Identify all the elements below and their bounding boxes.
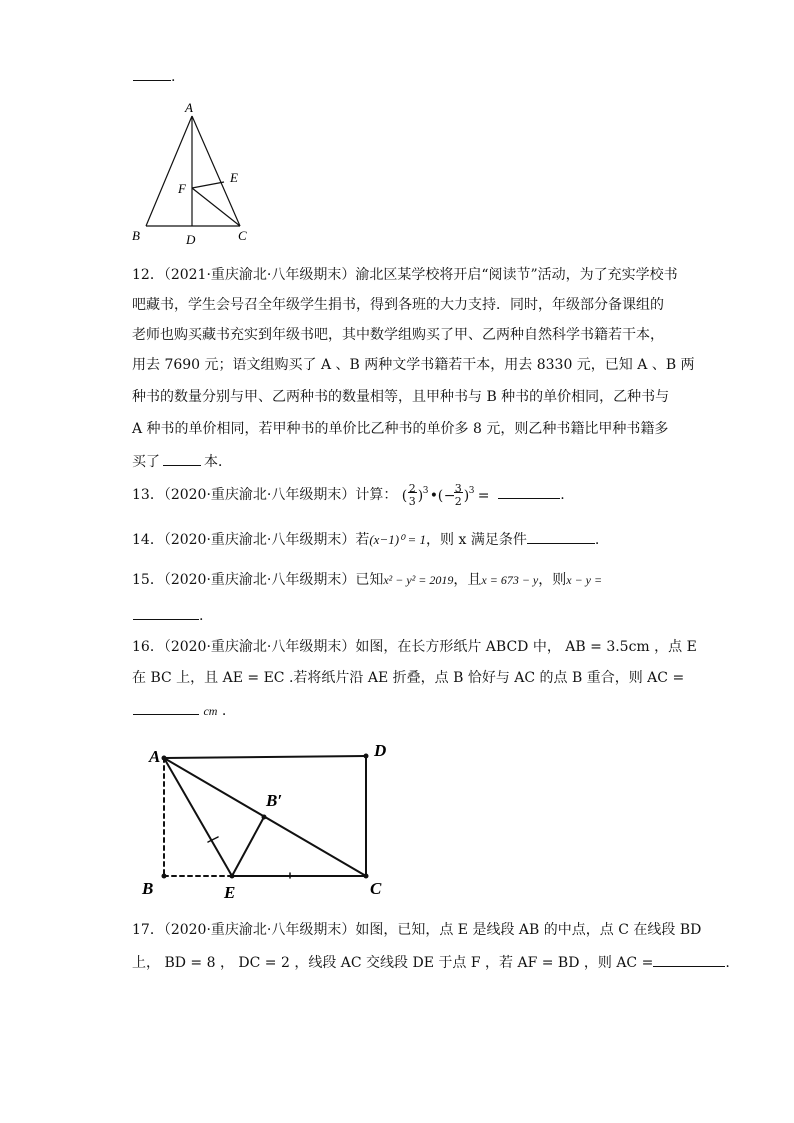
- q12-line-1: 12．（2021·重庆渝北·八年级期末）渝北区某学校将开启“阅读节”活动，为了充实学校书: [132, 267, 678, 283]
- q14-prefix: 14．（2020·重庆渝北·八年级期末）若: [132, 532, 370, 548]
- q13-frac2-den: 2: [454, 495, 462, 508]
- q12-line-5: 种书的数量分别与甲、乙两种书的数量相等，且甲种书与 B 种书的单价相同，乙种书与: [132, 389, 670, 405]
- label-b: B: [142, 879, 154, 898]
- q15-middle-1: ，且: [453, 572, 482, 588]
- question-15: [132, 570, 672, 590]
- segment-ae: [164, 758, 232, 876]
- q15-expression-1: x² − y² = 2019: [383, 573, 454, 587]
- q16-answer-blank: [133, 700, 199, 715]
- q12-answer-blank: [163, 451, 201, 466]
- q16-suffix: .: [221, 703, 227, 719]
- q15-middle-2: ，则: [538, 572, 567, 588]
- q12-line-4: 用去 7690 元；语文组购买了 A 、B 两种文学书籍若干本，用去 8330 元，已知 A 、B 两: [132, 357, 695, 373]
- q16-line-2: 在 BC 上，且 AE = EC .若将纸片沿 AE 折叠，点 B 恰好与 AC 的点 B 重合，则 AC =: [132, 670, 685, 686]
- label-a: A: [185, 100, 193, 115]
- question-13: [132, 484, 672, 514]
- q17-answer-blank: [653, 952, 725, 967]
- q16-line-1: 16．（2020·重庆渝北·八年级期末）如图，在长方形纸片 ABCD 中， AB = 3.5cm ，点 E: [132, 639, 697, 655]
- figure-triangle: [128, 100, 268, 250]
- q14-middle: ，则 x 满足条件: [426, 532, 527, 548]
- q17-line-1: 17．（2020·重庆渝北·八年级期末）如图，已知，点 E 是线段 AB 的中点，点 C 在线段 BD: [132, 922, 702, 938]
- q15-answer-line: [133, 605, 203, 626]
- label-b-prime: B′: [266, 791, 283, 810]
- label-f: F: [178, 181, 186, 196]
- q16-unit: cm: [203, 704, 218, 718]
- label-c: C: [238, 228, 247, 243]
- q17-line-2: [132, 952, 730, 973]
- label-e: E: [230, 170, 238, 185]
- q13-suffix: .: [560, 487, 565, 503]
- q17-suffix: .: [725, 955, 730, 971]
- q14-answer-blank: [527, 529, 595, 544]
- question-14: [132, 529, 672, 550]
- label-d: D: [374, 741, 387, 760]
- q16-answer-line: [133, 700, 226, 721]
- q13-frac1-num: 2: [408, 482, 416, 495]
- q15-prefix: 15．（2020·重庆渝北·八年级期末）已知: [132, 572, 384, 588]
- q13-expression: ( 2 3 ) 3 • ( − 3 2 ) 3 =: [402, 484, 530, 504]
- q17-line-2-prefix: 上， BD = 8 ， DC = 2 ，线段 AC 交线段 DE 于点 F ，若 AF = BD ，则 AC =: [132, 955, 654, 971]
- q14-expression: (x−1)⁰ = 1: [369, 532, 427, 547]
- q12-line-3: 老师也购买藏书充实到年级书吧，其中数学组购买了甲、乙两种自然科学书籍若干本，: [132, 327, 664, 343]
- figure-rectangle-fold: [138, 736, 408, 908]
- label-c: C: [370, 879, 382, 898]
- q12-line-2: 吧藏书，学生会号召全年级学生捐书，得到各班的大力支持．同时，年级部分备课组的: [132, 297, 664, 313]
- segment-fe: [192, 182, 224, 188]
- label-d: D: [186, 232, 196, 247]
- q15-expression-2: x = 673 − y: [481, 573, 539, 587]
- segment-ab: [146, 116, 192, 226]
- q14-suffix: .: [594, 532, 600, 548]
- top-answer-blank: .: [133, 66, 175, 87]
- q15-expression-3: x − y =: [566, 573, 603, 587]
- q13-prefix: 13．（2020·重庆渝北·八年级期末）计算：: [132, 487, 398, 503]
- label-e: E: [224, 883, 236, 902]
- segment-ad: [164, 756, 366, 758]
- q12-last-suffix: 本．: [204, 454, 232, 470]
- q12-line-7: [132, 451, 672, 472]
- q12-last-prefix: 买了: [132, 454, 160, 470]
- q13-frac2-num: 3: [454, 482, 462, 495]
- q13-frac1-den: 3: [408, 495, 416, 508]
- segment-fc: [192, 188, 240, 226]
- q15-answer-blank: [133, 605, 199, 620]
- label-a: A: [149, 747, 161, 766]
- label-b: B: [132, 228, 140, 243]
- segment-eb-prime: [232, 817, 264, 876]
- q15-suffix: .: [199, 608, 204, 624]
- q12-line-6: A 种书的单价相同，若甲种书的单价比乙种书的单价多 8 元，则乙种书籍比甲种书籍多: [132, 421, 669, 437]
